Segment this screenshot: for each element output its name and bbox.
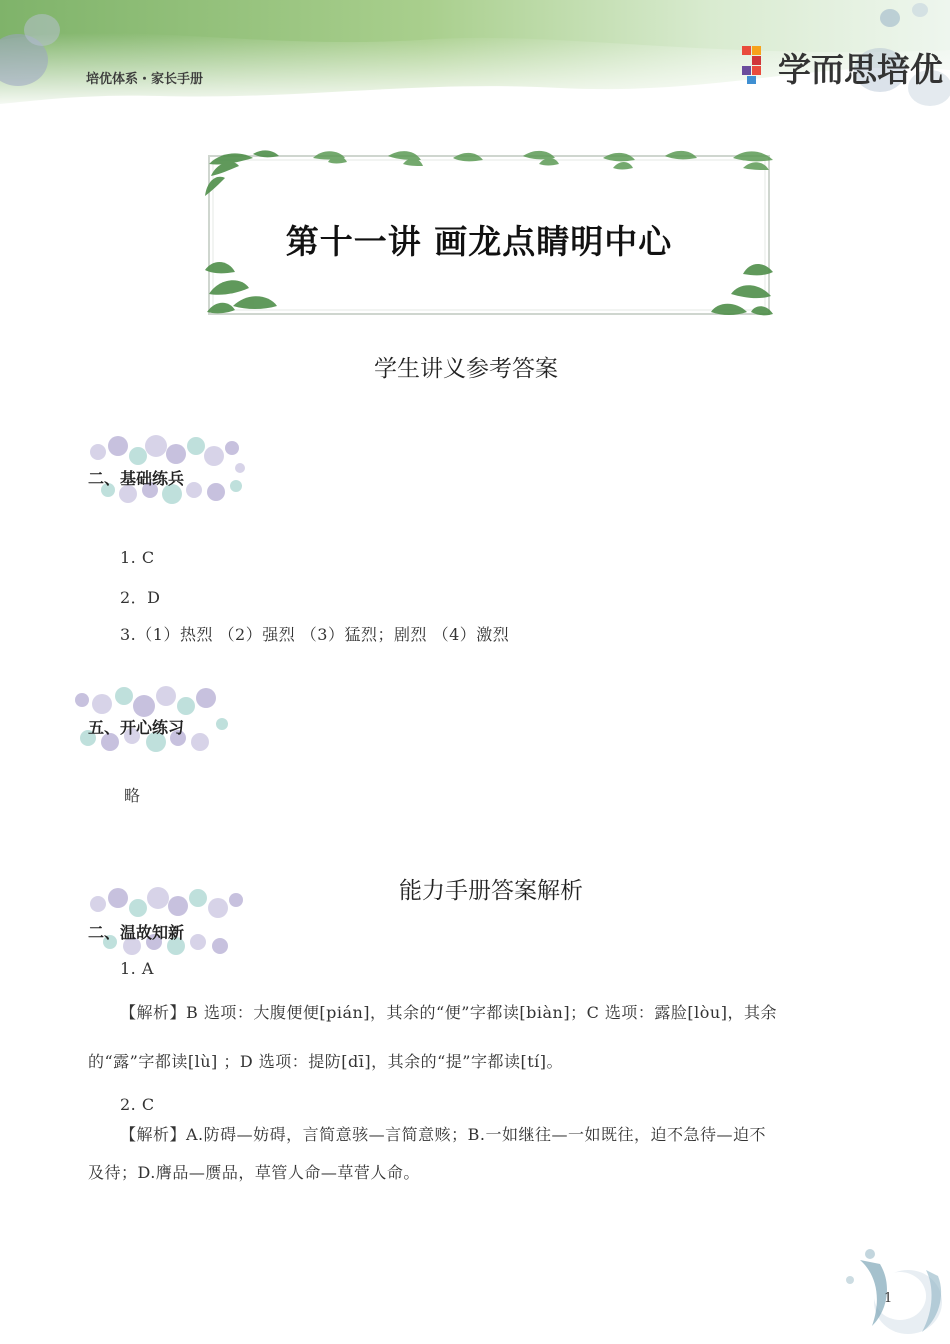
brand-logo	[738, 42, 950, 92]
header-banner	[0, 0, 950, 120]
answer-line: 3.（1）热烈 （2）强烈 （3）猛烈；剧烈 （4）激烈	[120, 625, 510, 644]
logo-text: 学而思培优	[778, 50, 943, 89]
answer-line: 1. C	[120, 548, 155, 567]
analysis-line: 【解析】A.防碍—妨碍，言简意骇—言简意赅；B.一如继往—一如既往，迫不急待—迫不	[120, 1125, 766, 1144]
section-title-student-answers: 学生讲义参考答案	[374, 356, 558, 382]
page-number: 1	[884, 1291, 893, 1306]
answer-line: 1. A	[120, 959, 154, 978]
title-frame	[203, 148, 775, 320]
analysis-paragraph	[88, 988, 868, 1086]
analysis-paragraph	[88, 1116, 868, 1192]
heading-happy-practice: 五、开心练习	[88, 718, 185, 737]
heading-review: 二、温故知新	[88, 923, 185, 942]
section-title-handbook-analysis: 能力手册答案解析	[399, 878, 583, 904]
answer-line: 2．D	[120, 588, 161, 607]
analysis-line: 【解析】B 选项：大腹便便[pián]，其余的“便”字都读[biàn]；C 选项：露脸[lòu]，其余	[120, 1003, 777, 1022]
header-left-text: 培优体系・家长手册	[86, 72, 204, 87]
logo-mark-icon	[738, 42, 768, 86]
analysis-line: 的“露”字都读[lù] ；D 选项：提防[dī]，其余的“提”字都读[tí]。	[88, 1052, 564, 1071]
answer-line: 2. C	[120, 1095, 155, 1114]
lecture-title: 第十一讲 画龙点睛明中心	[285, 222, 673, 261]
heading-basic-practice: 二、基础练兵	[88, 469, 185, 488]
answer-line: 略	[124, 786, 141, 805]
analysis-line: 及待；D.膺品—赝品，草管人命—草菅人命。	[88, 1163, 420, 1182]
